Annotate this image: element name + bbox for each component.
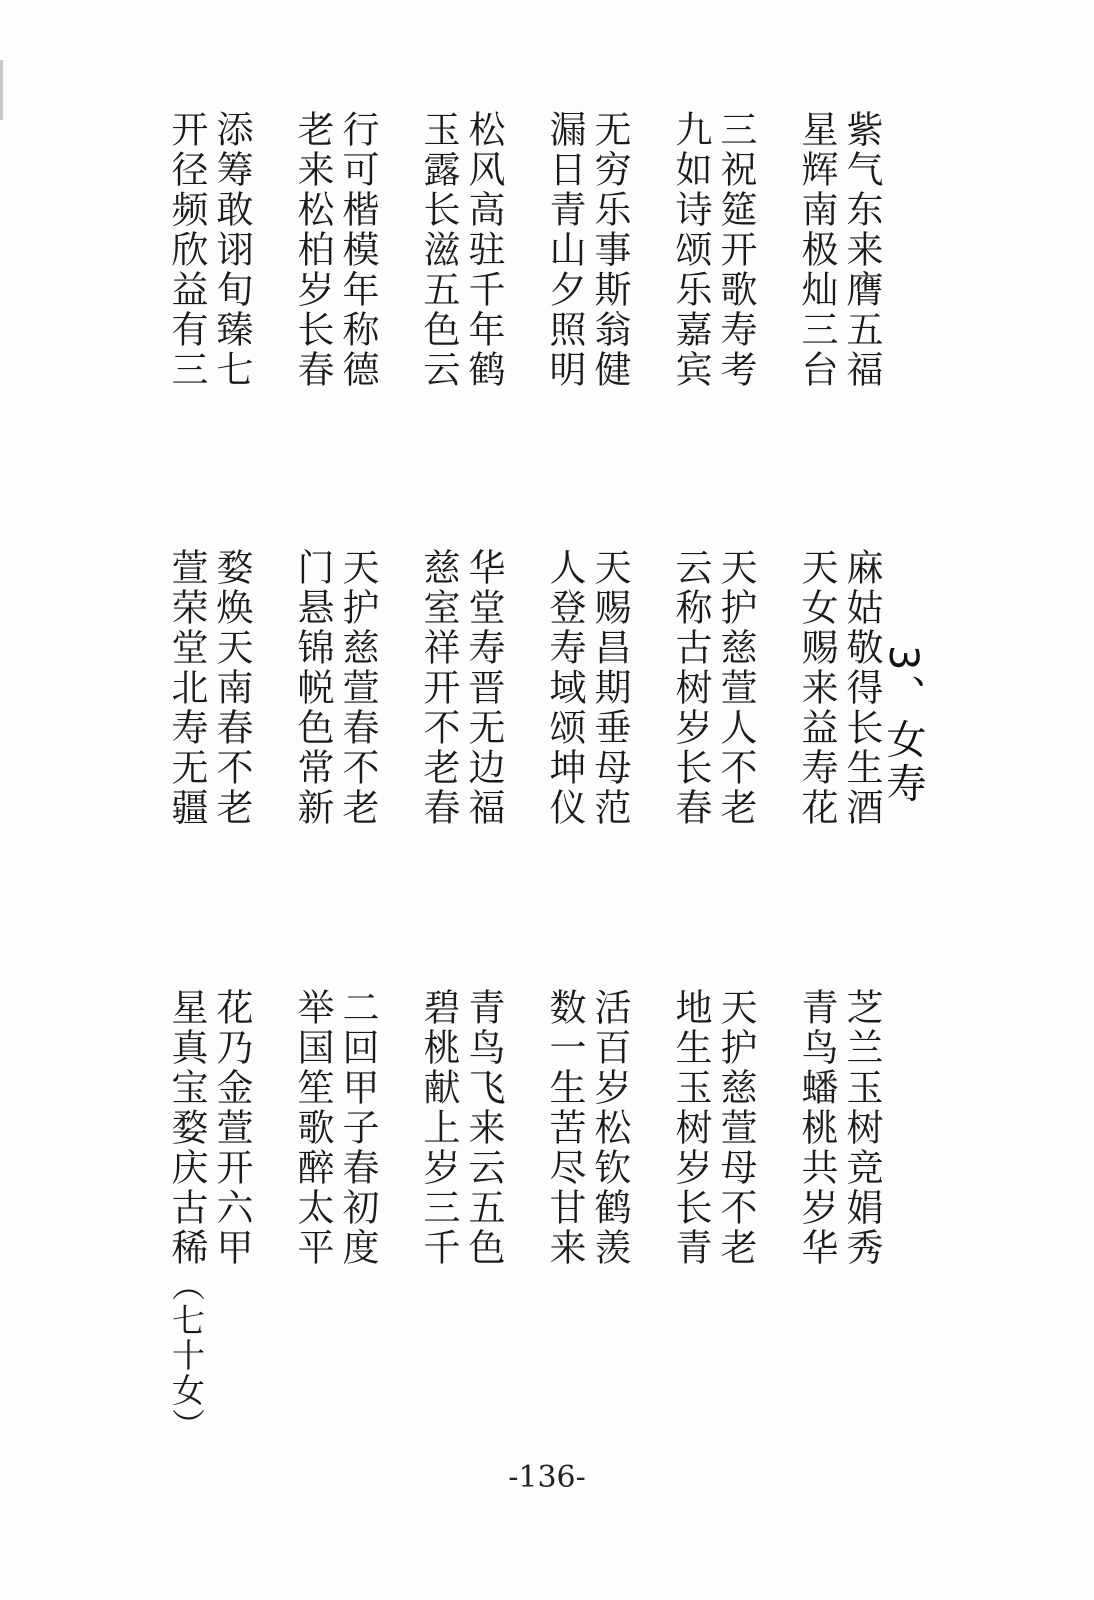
couplet (417, 548, 505, 828)
couplet-upper-line: 紫气东来膺五福 (840, 110, 883, 390)
couplet (291, 548, 379, 828)
couplet (417, 110, 505, 390)
couplet-upper-line: 松风高驻千年鹤 (462, 110, 505, 390)
couplet-upper-line: 天赐昌期垂母范 (588, 548, 631, 828)
couplet-lower-line (165, 988, 208, 1443)
couplet (795, 548, 883, 828)
couplet-note: （七十女） (167, 1268, 206, 1443)
couplet (543, 548, 631, 828)
couplet-lower-line: 玉露长滋五色云 (417, 110, 460, 390)
couplet (165, 988, 253, 1443)
couplet-lower-line: 地生玉树岁长青 (669, 988, 712, 1268)
couplet-lower-line: 人登寿域颂坤仪 (543, 548, 586, 828)
couplet-upper-line: 天护慈萱母不老 (714, 988, 757, 1268)
couplet (669, 988, 757, 1268)
couplet-upper-line: 二回甲子春初度 (336, 988, 379, 1268)
couplet-lower-line: 漏日青山夕照明 (543, 110, 586, 390)
couplet-upper-line: 青鸟飞来云五色 (462, 988, 505, 1268)
couplet-lower-line: 云称古树岁长春 (669, 548, 712, 828)
couplet (543, 988, 631, 1268)
couplet-upper-line: 婺焕天南春不老 (210, 548, 253, 828)
page-number: -136- (508, 1460, 586, 1495)
couplet (291, 988, 379, 1268)
couplet-lower-line: 开径频欣益有三 (165, 110, 208, 390)
couplet-line-text: 星真宝婺庆古稀 (165, 988, 208, 1268)
couplet-lower-line: 九如诗颂乐嘉宾 (669, 110, 712, 390)
couplet-lower-line: 星辉南极灿三台 (795, 110, 838, 390)
couplet-lower-line: 老来松柏岁长春 (291, 110, 334, 390)
couplet-upper-line: 华堂寿晋无边福 (462, 548, 505, 828)
couplet-upper-line: 天护慈萱人不老 (714, 548, 757, 828)
couplet (543, 110, 631, 390)
couplet-lower-line: 碧桃献上岁三千 (417, 988, 460, 1268)
couplet (165, 110, 253, 390)
couplet-lower-line: 数一生苦尽甘来 (543, 988, 586, 1268)
couplet (669, 548, 757, 828)
couplet-upper-line: 芝兰玉树竞娟秀 (840, 988, 883, 1268)
couplet-upper-line: 天护慈萱春不老 (336, 548, 379, 828)
couplet-lower-line: 慈室祥开不老春 (417, 548, 460, 828)
section-heading: 3、女寿 (880, 645, 926, 807)
couplet (165, 548, 253, 828)
couplet-lower-line: 天女赐来益寿花 (795, 548, 838, 828)
couplet-lower-line: 举国笙歌醉太平 (291, 988, 334, 1268)
couplet (795, 988, 883, 1268)
couplet (291, 110, 379, 390)
couplet-lower-line: 萱荣堂北寿无疆 (165, 548, 208, 828)
couplet-upper-line: 行可楷模年称德 (336, 110, 379, 390)
couplet-lower-line: 青鸟蟠桃共岁华 (795, 988, 838, 1268)
couplet-upper-line: 添筹敢诩旬臻七 (210, 110, 253, 390)
couplet (795, 110, 883, 390)
page-edge (0, 60, 3, 120)
couplet (669, 110, 757, 390)
couplet (417, 988, 505, 1268)
couplet-upper-line: 无穷乐事斯翁健 (588, 110, 631, 390)
couplet-lower-line: 门悬锦帨色常新 (291, 548, 334, 828)
couplet-upper-line: 三祝筵开歌寿考 (714, 110, 757, 390)
couplet-upper-line: 花乃金萱开六甲 (210, 988, 253, 1268)
couplet-upper-line: 麻姑敬得长生酒 (840, 548, 883, 828)
couplet-upper-line: 活百岁松钦鹤羡 (588, 988, 631, 1268)
